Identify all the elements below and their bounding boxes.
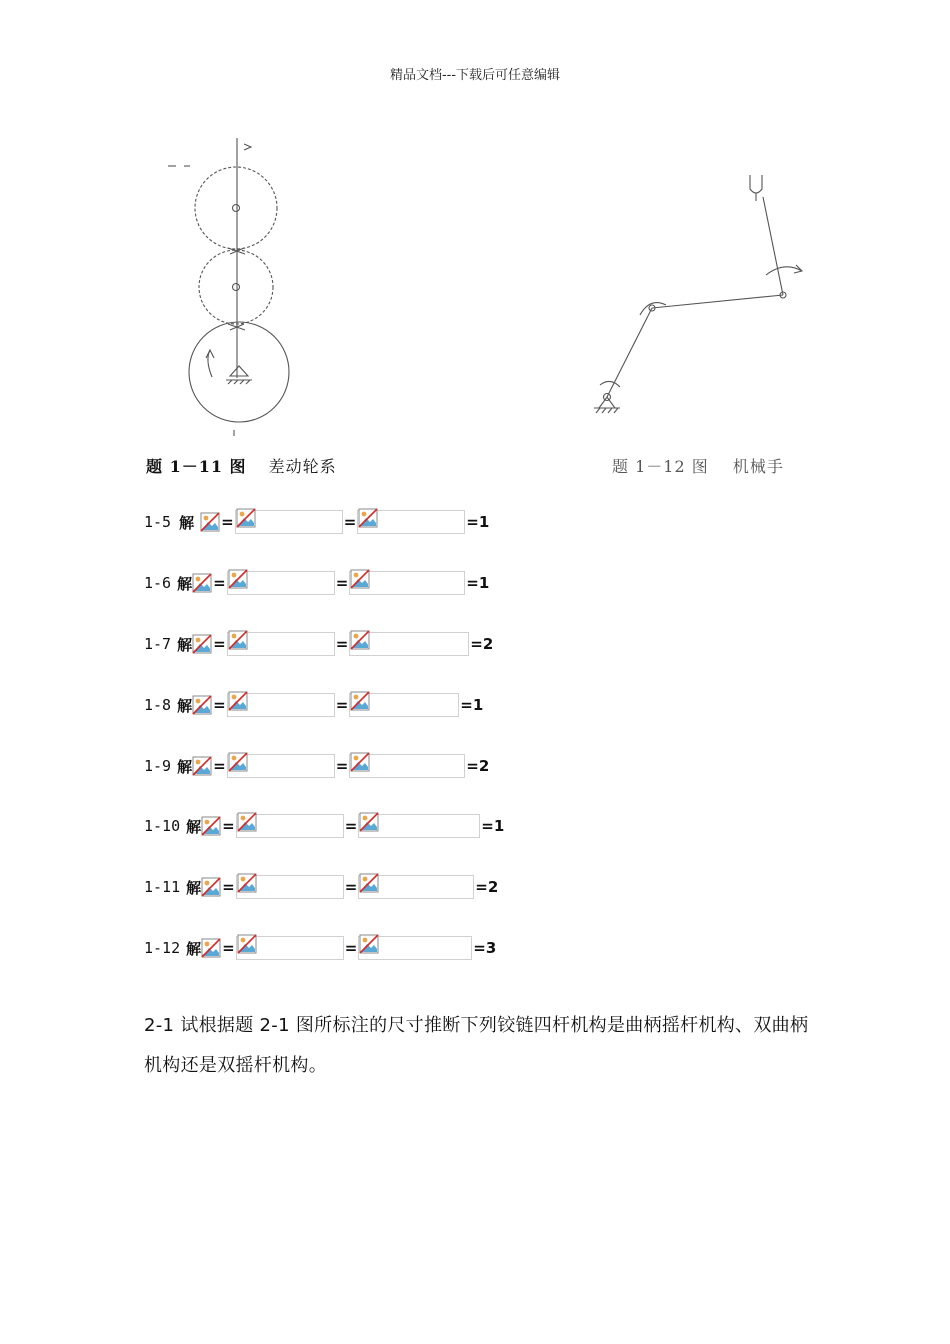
- formula-image-box: [358, 814, 480, 838]
- equals-sign: =: [222, 878, 235, 896]
- broken-image-icon: [201, 938, 221, 958]
- equals-sign: =: [335, 757, 349, 775]
- formula-image-box: [227, 571, 335, 595]
- broken-image-icon: [237, 812, 257, 832]
- equals-sign: =: [335, 696, 349, 714]
- figure-manipulator: [580, 165, 820, 435]
- broken-image-icon: [228, 752, 248, 772]
- equation-row-1-6: [144, 569, 490, 597]
- equation-label: 1-5: [144, 513, 172, 531]
- broken-image-icon: [228, 691, 248, 711]
- equation-label: 1-7: [144, 635, 172, 653]
- formula-image-box: [236, 814, 344, 838]
- formula-image-box: [358, 936, 472, 960]
- caption-number: 题 1－12 图: [612, 457, 709, 476]
- equation-row-1-8: [144, 691, 484, 719]
- solution-marker: 解: [177, 574, 193, 593]
- equation-result: =2: [470, 635, 494, 653]
- page-header: 精品文档---下载后可任意编辑: [389, 68, 561, 83]
- figure-differential-gear-train: [150, 130, 310, 450]
- equals-sign: =: [213, 696, 226, 714]
- equation-row-1-10: [144, 812, 505, 840]
- equals-sign: =: [344, 878, 358, 896]
- equation-result: =1: [466, 574, 490, 592]
- equation-row-1-7: [144, 630, 494, 658]
- caption-number: 题 1－11 图: [146, 457, 247, 476]
- broken-image-icon: [228, 630, 248, 650]
- broken-image-icon: [237, 873, 257, 893]
- manipulator-drawing: [580, 165, 820, 435]
- equals-sign: =: [344, 939, 358, 957]
- formula-image-box: [236, 936, 344, 960]
- equation-label: 1-11: [144, 878, 181, 896]
- solution-marker: 解: [179, 513, 195, 532]
- formula-image-box: [227, 693, 335, 717]
- equation-label: 1-10: [144, 817, 181, 835]
- formula-image-box: [357, 510, 465, 534]
- equation-result: =2: [466, 757, 490, 775]
- solution-marker: 解: [177, 635, 193, 654]
- equation-row-1-12: [144, 934, 497, 962]
- equals-sign: =: [343, 513, 357, 531]
- solution-marker: 解: [186, 817, 202, 836]
- equals-sign: =: [222, 939, 235, 957]
- equals-sign: =: [335, 574, 349, 592]
- equals-sign: =: [222, 817, 235, 835]
- solution-marker: 解: [186, 878, 202, 897]
- equation-label: 1-8: [144, 696, 172, 714]
- solution-marker: 解: [186, 939, 202, 958]
- equals-sign: =: [344, 817, 358, 835]
- equation-label: 1-9: [144, 757, 172, 775]
- gear-train-drawing: [150, 130, 310, 450]
- broken-image-icon: [359, 934, 379, 954]
- solution-marker: 解: [177, 757, 193, 776]
- broken-image-icon: [237, 934, 257, 954]
- figure-caption-left: [146, 454, 337, 477]
- broken-image-icon: [192, 756, 212, 776]
- formula-image-box: [349, 754, 465, 778]
- broken-image-icon: [359, 873, 379, 893]
- formula-image-box: [227, 754, 335, 778]
- broken-image-icon: [200, 512, 220, 532]
- broken-image-icon: [201, 816, 221, 836]
- broken-image-icon: [192, 573, 212, 593]
- question-2-1-text: 2-1 试根据题 2-1 图所标注的尺寸推断下列铰链四杆机构是曲柄摇杆机构、双曲柄机构还是双摇杆机构。: [144, 1015, 809, 1076]
- equation-result: =1: [466, 513, 490, 531]
- equation-row-1-9: [144, 752, 490, 780]
- broken-image-icon: [350, 569, 370, 589]
- equation-result: =3: [473, 939, 497, 957]
- equation-row-1-11: [144, 873, 499, 901]
- broken-image-icon: [350, 752, 370, 772]
- broken-image-icon: [228, 569, 248, 589]
- broken-image-icon: [192, 695, 212, 715]
- equation-result: =1: [481, 817, 505, 835]
- equals-sign: =: [221, 513, 234, 531]
- formula-image-box: [349, 632, 469, 656]
- broken-image-icon: [350, 630, 370, 650]
- broken-image-icon: [359, 812, 379, 832]
- caption-title: 差动轮系: [268, 457, 337, 476]
- broken-image-icon: [358, 508, 378, 528]
- equals-sign: =: [213, 574, 226, 592]
- formula-image-box: [236, 875, 344, 899]
- caption-title: 机械手: [732, 457, 784, 476]
- equation-row-1-5: [144, 508, 490, 536]
- equation-result: =2: [475, 878, 499, 896]
- broken-image-icon: [236, 508, 256, 528]
- broken-image-icon: [350, 691, 370, 711]
- equation-label: 1-12: [144, 939, 181, 957]
- solution-marker: 解: [177, 696, 193, 715]
- formula-image-box: [227, 632, 335, 656]
- equals-sign: =: [213, 757, 226, 775]
- equation-result: =1: [460, 696, 484, 714]
- broken-image-icon: [201, 877, 221, 897]
- equals-sign: =: [213, 635, 226, 653]
- figure-caption-right: [612, 454, 784, 477]
- equation-label: 1-6: [144, 574, 172, 592]
- formula-image-box: [349, 571, 465, 595]
- formula-image-box: [235, 510, 343, 534]
- formula-image-box: [358, 875, 474, 899]
- equals-sign: =: [335, 635, 349, 653]
- formula-image-box: [349, 693, 459, 717]
- broken-image-icon: [192, 634, 212, 654]
